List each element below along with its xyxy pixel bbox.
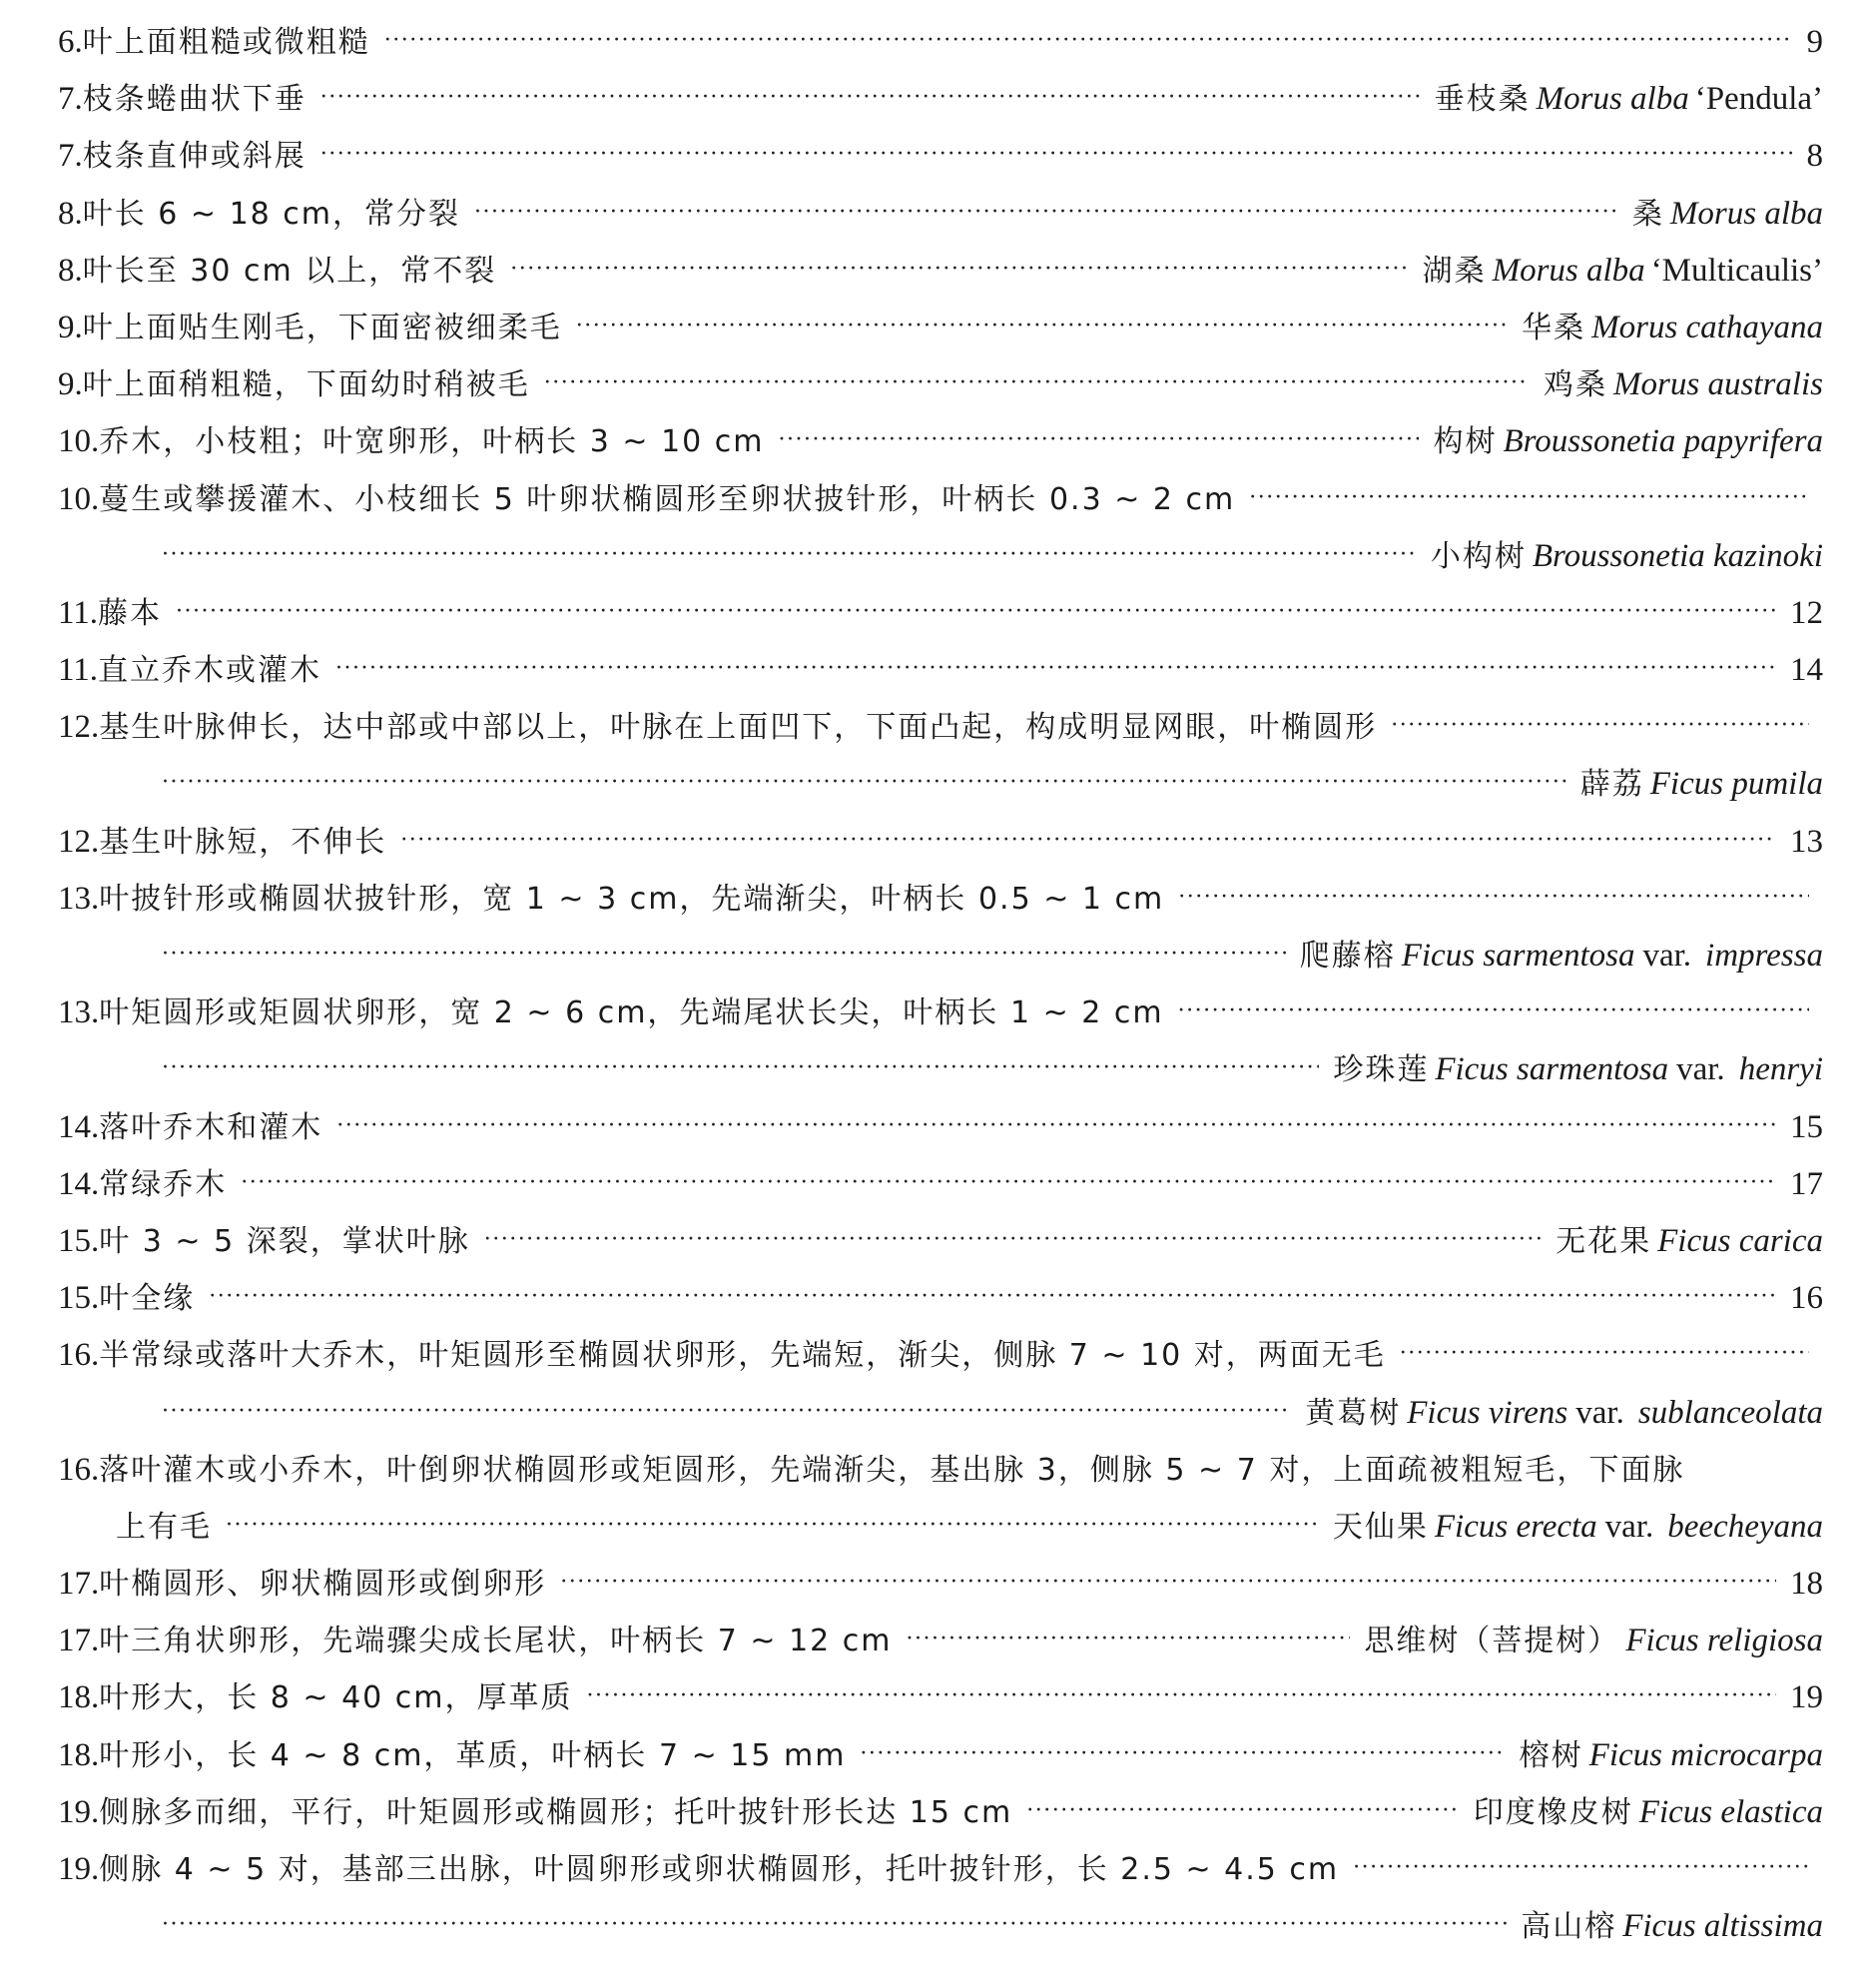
couplet-text: 基生叶脉伸长，达中部或中部以上，叶脉在上面凹下，下面凸起，构成明显网眼，叶椭圆形: [99, 710, 1378, 746]
scientific-name: Ficus pumila: [1649, 766, 1823, 803]
key-line: [58, 1556, 1823, 1613]
leader-dots: [1353, 1839, 1809, 1896]
key-entry: [58, 699, 1823, 813]
scientific-name: Ficus sarmentosa: [1435, 1051, 1669, 1088]
key-entry: [58, 1784, 1823, 1841]
scientific-name: Morus australis: [1613, 366, 1823, 403]
key-line-continued: [58, 528, 1823, 585]
key-line-continued: [58, 1898, 1823, 1955]
leader-dots: [384, 12, 1793, 69]
key-entry: [58, 128, 1823, 185]
key-entry: [58, 1669, 1823, 1726]
scientific-name: Ficus altissima: [1622, 1908, 1823, 1945]
couplet-number: 11.: [58, 594, 99, 631]
leader-dots: [484, 1211, 1542, 1268]
couplet-number: 8.: [58, 252, 83, 289]
key-line: [58, 699, 1823, 756]
identification-key: [58, 14, 1823, 1955]
chinese-name: 思维树（菩提树）: [1364, 1624, 1620, 1659]
couplet-text: 落叶乔木和灌木: [99, 1109, 323, 1145]
rank-marker: var.: [1575, 1394, 1624, 1431]
leader-dots: [587, 1667, 1776, 1724]
taxon-result: [1556, 1213, 1823, 1270]
leader-dots: [162, 1896, 1507, 1953]
couplet-text: 叶椭圆形、卵状椭圆形或倒卵形: [99, 1567, 547, 1603]
leader-dots: [1178, 983, 1809, 1039]
leader-dots: [576, 298, 1508, 354]
key-line: [58, 985, 1823, 1041]
key-line: [58, 413, 1823, 470]
chinese-name: 爬藤榕: [1299, 939, 1396, 974]
couplet-text: 侧脉 4 ~ 5 对，基部三出脉，叶圆卵形或卵状椭圆形，托叶披针形，长 2.5 ~ 4.5 cm: [99, 1852, 1340, 1887]
key-entry: [58, 1213, 1823, 1270]
couplet-number: 16.: [58, 1337, 100, 1374]
key-line: [58, 128, 1823, 185]
taxon-result: [1520, 1727, 1823, 1784]
couplet-number: 9.: [58, 366, 83, 403]
couplet-text: 侧脉多而细，平行，叶矩圆形或椭圆形；托叶披针形长达 15 cm: [99, 1794, 1013, 1830]
key-entry: [58, 14, 1823, 71]
couplet-text: 直立乔木或灌木: [98, 653, 322, 689]
couplet-number: 14.: [58, 1165, 100, 1202]
leader-dots: [320, 126, 1793, 183]
leader-dots: [176, 583, 1776, 640]
key-entry: [58, 1727, 1823, 1784]
taxon-result: [1790, 1669, 1823, 1726]
key-entry: [58, 300, 1823, 356]
couplet-number: 12.: [58, 709, 100, 746]
key-line: [58, 243, 1823, 300]
taxon-result: [1790, 1556, 1823, 1613]
scientific-name: Ficus carica: [1657, 1222, 1823, 1259]
chinese-name: 小构树: [1430, 538, 1527, 574]
leader-dots: [907, 1611, 1351, 1667]
couplet-number: 15.: [58, 1280, 100, 1317]
lead-number: 8: [1806, 138, 1823, 175]
couplet-text: 蔓生或攀援灌木、小枝细长 5 叶卵状椭圆形至卵状披针形，叶柄长 0.3 ~ 2 cm: [99, 481, 1236, 517]
infraspecific-name: henryi: [1738, 1051, 1823, 1088]
couplet-text: 叶 3 ~ 5 深裂，掌状叶脉: [99, 1223, 470, 1259]
chinese-name: 薜荔: [1579, 767, 1644, 803]
key-entry: [58, 1327, 1823, 1441]
key-line: [58, 1669, 1823, 1726]
couplet-text: 叶披针形或椭圆状披针形，宽 1 ~ 3 cm，先端渐尖，叶柄长 0.5 ~ 1 cm: [99, 881, 1165, 917]
rank-marker: var.: [1642, 938, 1692, 974]
key-entry: [58, 642, 1823, 699]
key-line: [58, 356, 1823, 413]
couplet-number: 10.: [58, 423, 100, 460]
leader-dots: [779, 411, 1420, 468]
couplet-number: 17.: [58, 1623, 100, 1659]
key-entry: [58, 1613, 1823, 1669]
couplet-number: 18.: [58, 1736, 100, 1773]
cultivar-name: ‘Multicaulis’: [1650, 252, 1823, 289]
couplet-text: 常绿乔木: [99, 1166, 228, 1202]
taxon-result: [1790, 1270, 1823, 1327]
chinese-name: 湖桑: [1422, 253, 1487, 289]
scientific-name: Morus alba: [1669, 195, 1823, 232]
leader-dots: [1249, 469, 1809, 526]
taxon-result: [1364, 1613, 1823, 1669]
leader-dots: [336, 1097, 1776, 1154]
taxon-result: [1580, 756, 1823, 813]
lead-number: 14: [1790, 652, 1823, 689]
taxon-result: [1521, 1898, 1823, 1955]
key-line: [58, 1727, 1823, 1784]
key-line: [58, 1213, 1823, 1270]
key-entry: [58, 1556, 1823, 1613]
key-entry: [58, 1442, 1823, 1556]
key-entry: [58, 1270, 1823, 1327]
leader-dots: [1178, 869, 1809, 926]
rank-marker: var.: [1604, 1508, 1654, 1545]
leader-dots: [510, 241, 1408, 298]
leader-dots: [474, 184, 1618, 241]
key-entry: [58, 871, 1823, 985]
scientific-name: Ficus microcarpa: [1588, 1736, 1823, 1773]
key-entry: [58, 413, 1823, 470]
lead-number: 12: [1790, 594, 1823, 631]
couplet-text: 藤本: [98, 595, 163, 631]
taxon-result: [1790, 585, 1823, 642]
leader-dots: [1391, 697, 1809, 754]
key-line: [58, 14, 1823, 71]
leader-dots: [209, 1268, 1776, 1325]
taxon-result: [1300, 928, 1823, 985]
key-entry: [58, 186, 1823, 243]
key-line: [58, 1841, 1823, 1898]
scientific-name: Ficus virens: [1407, 1394, 1568, 1431]
key-line-continued: [58, 1385, 1823, 1442]
key-entry: [58, 471, 1823, 585]
taxon-result: [1790, 1099, 1823, 1156]
leader-dots: [226, 1497, 1319, 1554]
couplet-number: 19.: [58, 1851, 100, 1887]
couplet-text: 叶矩圆形或矩圆状卵形，宽 2 ~ 6 cm，先端尾状长尖，叶柄长 1 ~ 2 cm: [99, 995, 1164, 1031]
chinese-name: 垂枝桑: [1434, 82, 1531, 118]
couplet-text: 叶上面贴生刚毛，下面密被细柔毛: [82, 310, 562, 345]
infraspecific-name: beecheyana: [1667, 1508, 1823, 1545]
couplet-number: 6.: [58, 24, 83, 60]
chinese-name: 印度橡皮树: [1473, 1794, 1633, 1830]
taxon-result: [1423, 243, 1823, 300]
key-entry: [58, 1099, 1823, 1156]
scientific-name: Ficus erecta: [1434, 1508, 1597, 1545]
taxon-result: [1435, 71, 1823, 128]
taxon-result: [1632, 186, 1823, 243]
couplet-number: 8.: [58, 195, 83, 232]
couplet-text: 乔木，小枝粗；叶宽卵形，叶柄长 3 ~ 10 cm: [99, 424, 765, 460]
key-line: [58, 71, 1823, 128]
key-entry: [58, 71, 1823, 128]
key-line: [58, 186, 1823, 243]
taxon-result: [1807, 128, 1824, 185]
taxon-result: [1522, 300, 1823, 356]
key-line: [58, 300, 1823, 356]
leader-dots: [162, 1039, 1319, 1096]
leader-dots: [560, 1554, 1776, 1611]
taxon-result: [1433, 413, 1823, 470]
infraspecific-name: impressa: [1705, 938, 1823, 974]
taxon-result: [1333, 1041, 1823, 1098]
couplet-number: 7.: [58, 81, 83, 118]
scientific-name: Morus cathayana: [1591, 309, 1823, 345]
key-entry: [58, 585, 1823, 642]
key-line-continued: [58, 1041, 1823, 1098]
couplet-text: 落叶灌木或小乔木，叶倒卵状椭圆形或矩圆形，先端渐尖，基出脉 3，侧脉 5 ~ 7 对，上面疏被粗短毛，下面脉: [99, 1452, 1685, 1488]
couplet-text: 枝条直伸或斜展: [82, 139, 307, 175]
couplet-number: 14.: [58, 1108, 100, 1145]
leader-dots: [860, 1725, 1505, 1782]
scientific-name: Morus alba: [1536, 81, 1689, 118]
key-line: [58, 1442, 1823, 1499]
key-entry: [58, 1841, 1823, 1955]
chinese-name: 无花果: [1556, 1223, 1652, 1259]
leader-dots: [162, 926, 1286, 983]
key-line: [58, 1156, 1823, 1213]
couplet-text: 叶上面稍粗糙，下面幼时稍被毛: [82, 367, 530, 403]
scientific-name: Ficus elastica: [1638, 1793, 1823, 1830]
lead-number: 9: [1806, 24, 1823, 60]
scientific-name: Morus alba: [1492, 252, 1645, 289]
chinese-name: 珍珠莲: [1333, 1052, 1430, 1088]
couplet-text: 叶形小，长 4 ~ 8 cm，革质，叶柄长 7 ~ 15 mm: [99, 1737, 847, 1773]
couplet-number: 11.: [58, 652, 99, 689]
lead-number: 16: [1790, 1280, 1823, 1317]
leader-dots: [335, 640, 1776, 697]
couplet-text: 叶三角状卵形，先端骤尖成长尾状，叶柄长 7 ~ 12 cm: [99, 1624, 893, 1659]
key-entry: [58, 814, 1823, 871]
taxon-result: [1431, 528, 1823, 585]
key-entry: [58, 985, 1823, 1098]
key-entry: [58, 243, 1823, 300]
couplet-text: 叶全缘: [99, 1281, 196, 1317]
key-line: [58, 585, 1823, 642]
couplet-number: 10.: [58, 480, 100, 517]
scientific-name: Broussonetia kazinoki: [1532, 537, 1823, 574]
couplet-text: 枝条蜷曲状下垂: [82, 82, 307, 118]
chinese-name: 榕树: [1519, 1737, 1583, 1773]
key-line-continued: [58, 1499, 1823, 1556]
key-line: [58, 471, 1823, 528]
taxon-result: [1544, 356, 1823, 413]
key-line: [58, 1270, 1823, 1327]
lead-number: 15: [1790, 1108, 1823, 1145]
taxon-result: [1790, 642, 1823, 699]
lead-number: 17: [1790, 1165, 1823, 1202]
lead-number: 19: [1790, 1679, 1823, 1716]
leader-dots: [241, 1154, 1776, 1211]
scientific-name: Ficus sarmentosa: [1401, 938, 1635, 974]
couplet-number: 17.: [58, 1566, 100, 1603]
lead-number: 18: [1790, 1566, 1823, 1603]
key-line-continued: [58, 756, 1823, 813]
taxon-result: [1790, 814, 1823, 871]
leader-dots: [544, 354, 1530, 411]
key-entry: [58, 356, 1823, 413]
key-line-continued: [58, 928, 1823, 985]
couplet-text-continued: 上有毛: [116, 1509, 212, 1545]
couplet-number: 19.: [58, 1793, 100, 1830]
key-entry: [58, 1156, 1823, 1213]
couplet-text: 半常绿或落叶大乔木，叶矩圆形至椭圆状卵形，先端短，渐尖，侧脉 7 ~ 10 对，两面无毛: [99, 1338, 1386, 1374]
key-line: [58, 1327, 1823, 1384]
leader-dots: [320, 69, 1421, 126]
key-line: [58, 814, 1823, 871]
key-line: [58, 1099, 1823, 1156]
leader-dots: [400, 812, 1776, 869]
chinese-name: 鸡桑: [1544, 367, 1608, 403]
couplet-number: 12.: [58, 823, 100, 860]
couplet-number: 16.: [58, 1451, 100, 1488]
taxon-result: [1790, 1156, 1823, 1213]
taxon-result: [1807, 14, 1824, 71]
key-line: [58, 642, 1823, 699]
couplet-text: 叶长 6 ~ 18 cm，常分裂: [82, 196, 461, 232]
couplet-number: 7.: [58, 138, 83, 175]
couplet-number: 13.: [58, 880, 100, 917]
couplet-number: 15.: [58, 1222, 100, 1259]
couplet-number: 9.: [58, 309, 83, 345]
couplet-text: 基生叶脉短，不伸长: [99, 824, 387, 860]
leader-dots: [1400, 1325, 1809, 1382]
chinese-name: 高山榕: [1521, 1909, 1617, 1945]
key-line: [58, 1613, 1823, 1669]
couplet-number: 18.: [58, 1679, 100, 1716]
couplet-text: 叶上面粗糙或微粗糙: [82, 25, 370, 60]
scientific-name: Broussonetia papyrifera: [1503, 423, 1823, 460]
taxon-result: [1333, 1499, 1823, 1556]
rank-marker: var.: [1676, 1051, 1725, 1088]
chinese-name: 桑: [1631, 196, 1664, 232]
leader-dots: [162, 754, 1566, 811]
chinese-name: 华桑: [1522, 310, 1586, 345]
couplet-text: 叶长至 30 cm 以上，常不裂: [82, 253, 497, 289]
chinese-name: 天仙果: [1332, 1509, 1429, 1545]
taxon-result: [1305, 1385, 1823, 1442]
lead-number: 13: [1790, 823, 1823, 860]
leader-dots: [1026, 1782, 1460, 1839]
key-line: [58, 1784, 1823, 1841]
scientific-name: Ficus religiosa: [1625, 1623, 1823, 1659]
leader-dots: [162, 526, 1417, 583]
cultivar-name: ‘Pendula’: [1694, 81, 1823, 118]
infraspecific-name: sublanceolata: [1637, 1394, 1823, 1431]
chinese-name: 构树: [1433, 424, 1498, 460]
couplet-number: 13.: [58, 994, 100, 1031]
leader-dots: [162, 1383, 1291, 1440]
chinese-name: 黄葛树: [1305, 1395, 1402, 1431]
couplet-text: 叶形大，长 8 ~ 40 cm，厚革质: [99, 1680, 573, 1716]
taxon-result: [1474, 1784, 1823, 1841]
key-line: [58, 871, 1823, 928]
